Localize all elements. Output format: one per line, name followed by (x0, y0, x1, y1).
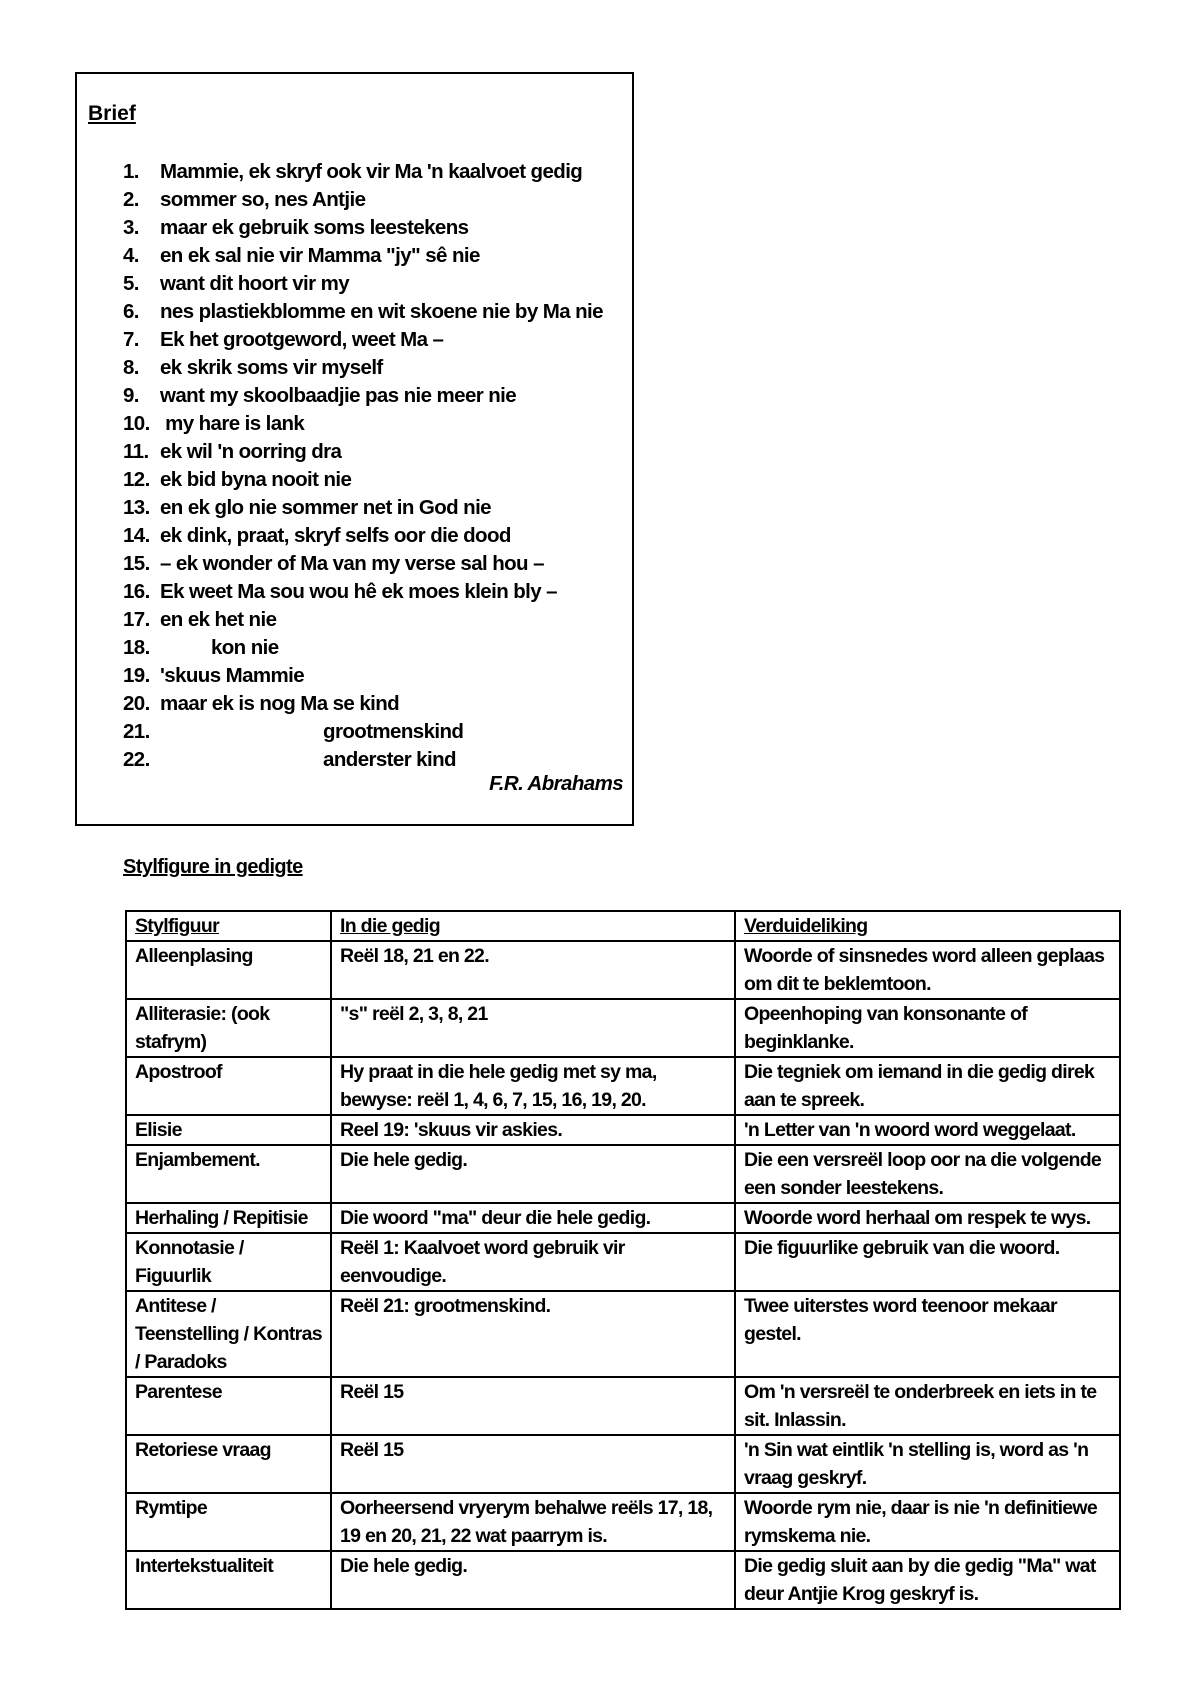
cell-stylfiguur: Antitese / Teenstelling / Kontras / Paradoks (126, 1291, 331, 1377)
line-text: maar ek gebruik soms leestekens (160, 216, 469, 239)
cell-in-die-gedig: Reël 18, 21 en 22. (331, 941, 735, 999)
cell-in-die-gedig: Reël 1: Kaalvoet word gebruik vir eenvoudige. (331, 1233, 735, 1291)
cell-in-die-gedig: Reël 15 (331, 1377, 735, 1435)
line-number: 15. (123, 552, 150, 575)
cell-stylfiguur: Apostroof (126, 1057, 331, 1115)
poem-line (123, 186, 603, 214)
cell-verduideliking: Twee uiterstes word teenoor mekaar gestel. (735, 1291, 1120, 1377)
line-text: want dit hoort vir my (160, 272, 349, 295)
line-number: 19. (123, 664, 150, 687)
style-figures-table (125, 910, 1121, 1610)
cell-verduideliking: 'n Sin wat eintlik 'n stelling is, word as 'n vraag geskryf. (735, 1435, 1120, 1493)
poem-title: Brief (88, 102, 136, 125)
poem-line (123, 662, 603, 690)
line-text: ek skrik soms vir myself (160, 356, 383, 379)
table-row (126, 1435, 1120, 1493)
table-row (126, 1057, 1120, 1115)
line-text: Mammie, ek skryf ook vir Ma 'n kaalvoet gedig (160, 160, 583, 183)
header-in-die-gedig: In die gedig (331, 911, 735, 941)
cell-verduideliking: 'n Letter van 'n woord word weggelaat. (735, 1115, 1120, 1145)
table-heading: Stylfigure in gedigte (123, 856, 303, 878)
cell-stylfiguur: Retoriese vraag (126, 1435, 331, 1493)
cell-stylfiguur: Alliterasie: (ook stafrym) (126, 999, 331, 1057)
line-text: my hare is lank (160, 412, 305, 435)
line-text: en ek sal nie vir Mamma "jy" sê nie (160, 244, 480, 267)
line-number: 11. (123, 440, 149, 463)
cell-in-die-gedig: Oorheersend vryerym behalwe reëls 17, 18, 19 en 20, 21, 22 wat paarrym is. (331, 1493, 735, 1551)
table-row (126, 1233, 1120, 1291)
cell-in-die-gedig: Die hele gedig. (331, 1551, 735, 1609)
line-number: 9. (123, 384, 139, 407)
line-number: 22. (123, 748, 150, 771)
cell-in-die-gedig: "s" reël 2, 3, 8, 21 (331, 999, 735, 1057)
line-number: 4. (123, 244, 139, 267)
cell-stylfiguur: Parentese (126, 1377, 331, 1435)
cell-verduideliking: Woorde word herhaal om respek te wys. (735, 1203, 1120, 1233)
line-text: ek bid byna nooit nie (160, 468, 352, 491)
line-number: 5. (123, 272, 139, 295)
poem-line (123, 578, 603, 606)
table-row (126, 1493, 1120, 1551)
table-row (126, 1377, 1120, 1435)
poem-line (123, 214, 603, 242)
poem-line (123, 410, 603, 438)
line-text: 'skuus Mammie (160, 664, 305, 687)
line-text: ek dink, praat, skryf selfs oor die dood (160, 524, 511, 547)
line-number: 1. (123, 160, 139, 183)
cell-stylfiguur: Konnotasie / Figuurlik (126, 1233, 331, 1291)
line-text: grootmenskind (160, 720, 464, 743)
poem-line (123, 298, 603, 326)
poem-lines (123, 158, 603, 774)
line-text: en ek het nie (160, 608, 277, 631)
cell-in-die-gedig: Die woord "ma" deur die hele gedig. (331, 1203, 735, 1233)
line-number: 6. (123, 300, 139, 323)
line-text: ek wil 'n oorring dra (160, 440, 342, 463)
line-number: 7. (123, 328, 139, 351)
table-row (126, 1115, 1120, 1145)
poem-line (123, 690, 603, 718)
line-number: 21. (123, 720, 150, 743)
cell-stylfiguur: Rymtipe (126, 1493, 331, 1551)
line-text: kon nie (160, 636, 279, 659)
poem-line (123, 270, 603, 298)
poem-line (123, 634, 603, 662)
cell-verduideliking: Woorde of sinsnedes word alleen geplaas om dit te beklemtoon. (735, 941, 1120, 999)
cell-verduideliking: Opeenhoping van konsonante of beginklanke. (735, 999, 1120, 1057)
poem-line (123, 382, 603, 410)
line-number: 8. (123, 356, 139, 379)
line-text: anderster kind (160, 748, 456, 771)
header-verduideliking: Verduideliking (735, 911, 1120, 941)
cell-verduideliking: Die een versreël loop oor na die volgende een sonder leestekens. (735, 1145, 1120, 1203)
table-row (126, 999, 1120, 1057)
poem-line (123, 158, 603, 186)
cell-stylfiguur: Elisie (126, 1115, 331, 1145)
cell-in-die-gedig: Reël 21: grootmenskind. (331, 1291, 735, 1377)
line-number: 12. (123, 468, 150, 491)
cell-in-die-gedig: Reel 19: 'skuus vir askies. (331, 1115, 735, 1145)
line-text: Ek weet Ma sou wou hê ek moes klein bly – (160, 580, 557, 603)
line-number: 18. (123, 636, 150, 659)
line-text: maar ek is nog Ma se kind (160, 692, 400, 715)
line-number: 10. (123, 412, 150, 435)
line-text: Ek het grootgeword, weet Ma – (160, 328, 444, 351)
poem-line (123, 326, 603, 354)
cell-stylfiguur: Enjambement. (126, 1145, 331, 1203)
table-row (126, 1291, 1120, 1377)
line-number: 17. (123, 608, 150, 631)
line-number: 16. (123, 580, 150, 603)
cell-stylfiguur: Herhaling / Repitisie (126, 1203, 331, 1233)
line-text: sommer so, nes Antjie (160, 188, 366, 211)
line-text: – ek wonder of Ma van my verse sal hou – (160, 552, 544, 575)
table-row (126, 941, 1120, 999)
cell-verduideliking: Die tegniek om iemand in die gedig direk aan te spreek. (735, 1057, 1120, 1115)
line-number: 14. (123, 524, 150, 547)
line-number: 13. (123, 496, 150, 519)
cell-stylfiguur: Alleenplasing (126, 941, 331, 999)
cell-in-die-gedig: Reël 15 (331, 1435, 735, 1493)
cell-verduideliking: Om 'n versreël te onderbreek en iets in te sit. Inlassin. (735, 1377, 1120, 1435)
line-number: 20. (123, 692, 150, 715)
cell-in-die-gedig: Die hele gedig. (331, 1145, 735, 1203)
line-text: en ek glo nie sommer net in God nie (160, 496, 491, 519)
table-body (126, 941, 1120, 1609)
cell-in-die-gedig: Hy praat in die hele gedig met sy ma, bewyse: reël 1, 4, 6, 7, 15, 16, 19, 20. (331, 1057, 735, 1115)
poem-line (123, 606, 603, 634)
poem-line (123, 550, 603, 578)
poem-line (123, 494, 603, 522)
poem-box (75, 72, 634, 826)
poem-line (123, 242, 603, 270)
poem-line (123, 354, 603, 382)
poem-line (123, 466, 603, 494)
poem-line (123, 438, 603, 466)
line-text: nes plastiekblomme en wit skoene nie by Ma nie (160, 300, 603, 323)
poem-line (123, 746, 603, 774)
cell-verduideliking: Die figuurlike gebruik van die woord. (735, 1233, 1120, 1291)
table-row (126, 1203, 1120, 1233)
header-stylfiguur: Stylfiguur (126, 911, 331, 941)
table-row (126, 1551, 1120, 1609)
cell-stylfiguur: Intertekstualiteit (126, 1551, 331, 1609)
table-row (126, 1145, 1120, 1203)
cell-verduideliking: Die gedig sluit aan by die gedig "Ma" wat deur Antjie Krog geskryf is. (735, 1551, 1120, 1609)
table-header-row (126, 911, 1120, 941)
line-number: 3. (123, 216, 139, 239)
line-number: 2. (123, 188, 139, 211)
line-text: want my skoolbaadjie pas nie meer nie (160, 384, 517, 407)
poem-line (123, 522, 603, 550)
poem-line (123, 718, 603, 746)
poem-author: F.R. Abrahams (489, 772, 623, 795)
cell-verduideliking: Woorde rym nie, daar is nie 'n definitiewe rymskema nie. (735, 1493, 1120, 1551)
